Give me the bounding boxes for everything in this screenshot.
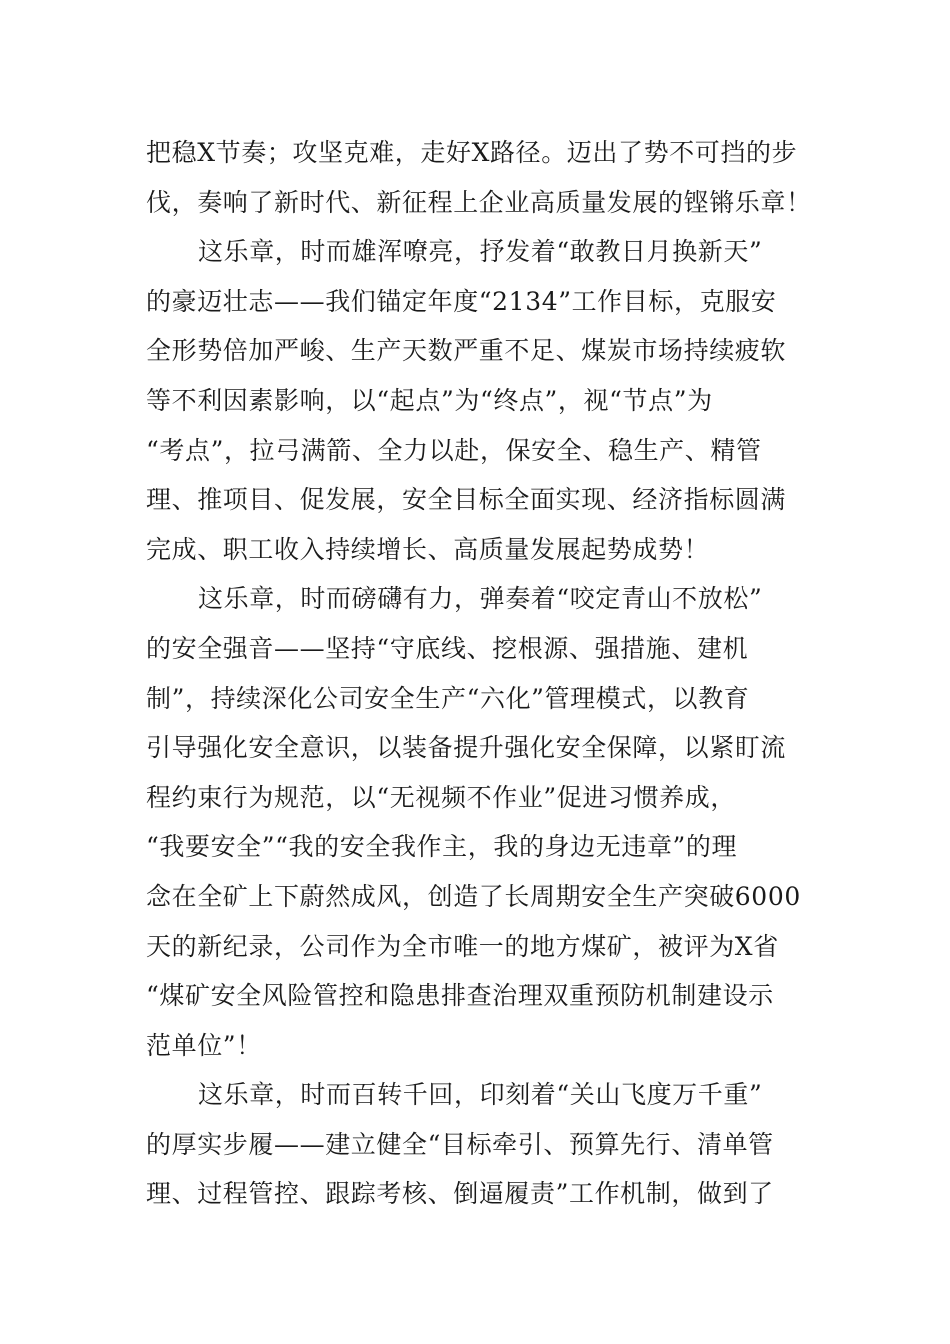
text-line: 念在全矿上下蔚然成风，创造了长周期安全生产突破6000 bbox=[146, 881, 801, 911]
text-line: 伐，奏响了新时代、新征程上企业高质量发展的铿锵乐章！ bbox=[146, 187, 812, 217]
text-line: 全形势倍加严峻、生产天数严重不足、煤炭市场持续疲软 bbox=[146, 336, 787, 366]
text-line: 程约束行为规范，以“无视频不作业”促进习惯养成， bbox=[146, 782, 736, 812]
paragraph-start-line: 这乐章，时而雄浑嘹亮，抒发着“敢教日月换新天” bbox=[198, 237, 763, 267]
text-line: 天的新纪录，公司作为全市唯一的地方煤矿，被评为X省 bbox=[146, 931, 779, 961]
document-body bbox=[146, 128, 812, 1219]
paragraph-start-line: 这乐章，时而百转千回，印刻着“关山飞度万千重” bbox=[198, 1080, 763, 1110]
text-line: 把稳X节奏；攻坚克难，走好X路径。迈出了势不可挡的步 bbox=[146, 138, 798, 167]
text-line: “考点”，拉弓满箭、全力以赴，保安全、稳生产、精管 bbox=[146, 435, 762, 465]
text-line: 完成、职工收入持续增长、高质量发展起势成势！ bbox=[146, 534, 710, 564]
text-line: 的厚实步履——建立健全“目标牵引、预算先行、清单管 bbox=[146, 1129, 774, 1159]
text-line: 制”，持续深化公司安全生产“六化”管理模式，以教育 bbox=[146, 683, 750, 713]
text-line: “我要安全”“我的安全我作主，我的身边无违章”的理 bbox=[146, 832, 738, 862]
text-line: 等不利因素影响，以“起点”为“终点”，视“节点”为 bbox=[146, 385, 713, 415]
text-line: 引导强化安全意识，以装备提升强化安全保障，以紧盯流 bbox=[146, 733, 787, 763]
text-line: 的豪迈壮志——我们锚定年度“2134”工作目标，克服安 bbox=[146, 286, 777, 316]
text-line: “煤矿安全风险管控和隐患排查治理双重预防机制建设示 bbox=[146, 981, 774, 1011]
text-line: 理、过程管控、跟踪考核、倒逼履责”工作机制，做到了 bbox=[146, 1179, 774, 1209]
paragraph-start-line: 这乐章，时而磅礴有力，弹奏着“咬定青山不放松” bbox=[198, 584, 763, 614]
text-line: 范单位”！ bbox=[146, 1030, 262, 1060]
text-line: 的安全强音——坚持“守底线、挖根源、强措施、建机 bbox=[146, 633, 749, 663]
text-line: 理、推项目、促发展，安全目标全面实现、经济指标圆满 bbox=[146, 485, 787, 515]
